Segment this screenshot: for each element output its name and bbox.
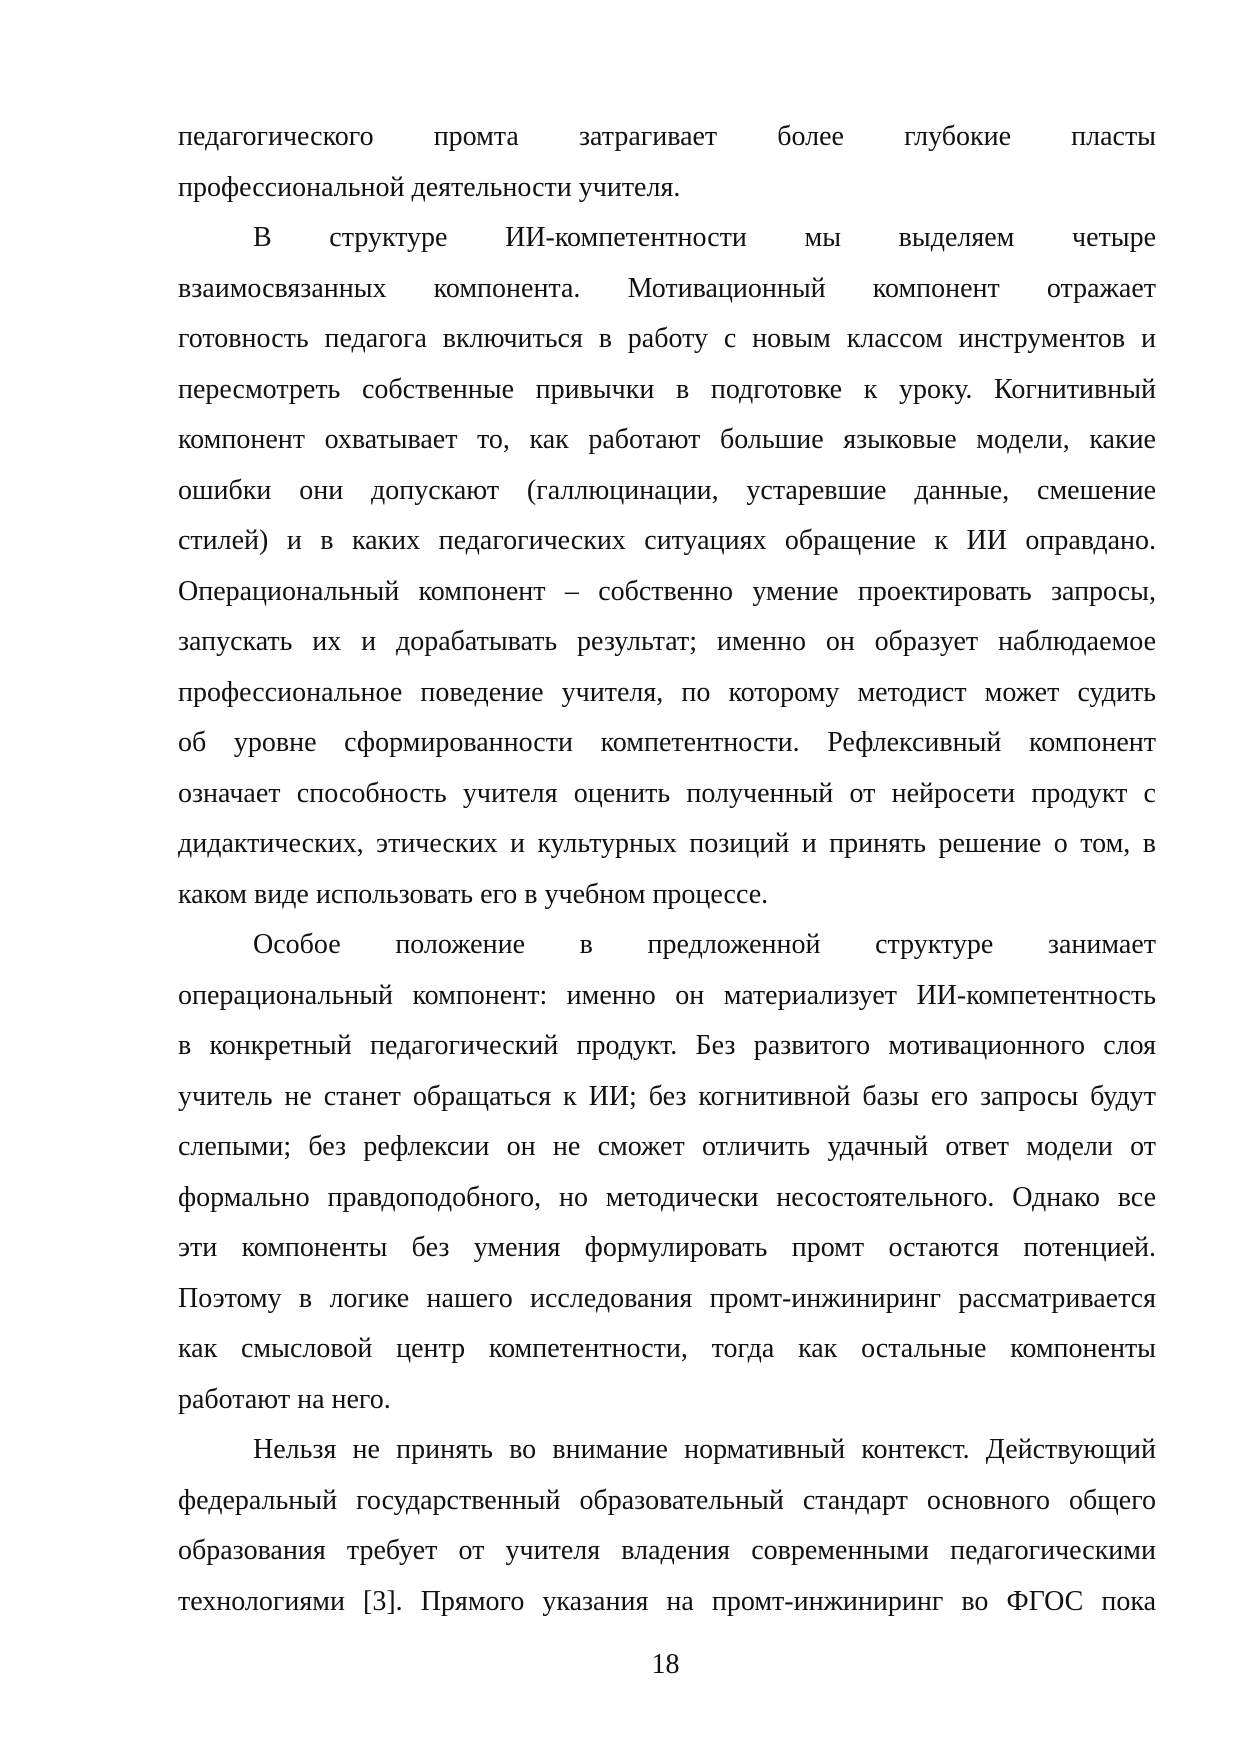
text-line: слепыми; без рефлексии он не сможет отличить удачный ответ модели от	[178, 1131, 1156, 1162]
text-line: стилей) и в каких педагогических ситуациях обращение к ИИ оправдано.	[178, 525, 1156, 556]
paragraph	[178, 213, 1156, 920]
text-line: операциональный компонент: именно он материализует ИИ-компетентность	[178, 979, 1156, 1011]
page-number: 18	[651, 1649, 680, 1680]
text-line: в конкретный педагогический продукт. Без развитого мотивационного слоя	[178, 1030, 1156, 1061]
text-line: образования требует от учителя владения современными педагогическими	[178, 1535, 1156, 1566]
text-line: профессиональное поведение учителя, по которому методист может судить	[178, 676, 1156, 708]
text-line: Поэтому в логике нашего исследования промт-инжиниринг рассматривается	[178, 1282, 1156, 1314]
text-line: эти компоненты без умения формулировать промт остаются потенцией.	[178, 1232, 1156, 1263]
text-line: каком виде использовать его в учебном процессе.	[178, 878, 769, 910]
text-line: федеральный государственный образовательный стандарт основного общего	[178, 1484, 1156, 1516]
text-line: готовность педагога включиться в работу с новым классом инструментов и	[178, 323, 1156, 354]
text-line: компонент охватывает то, как работают большие языковые модели, какие	[178, 424, 1156, 455]
text-line: профессиональной деятельности учителя.	[178, 171, 681, 203]
text-line: означает способность учителя оценить полученный от нейросети продукт с	[178, 777, 1156, 809]
text-line: технологиями [3]. Прямого указания на промт-инжиниринг во ФГОС пока	[178, 1585, 1156, 1617]
text-line: Операциональный компонент – собственно умение проектировать запросы,	[178, 575, 1156, 607]
paragraph	[178, 920, 1156, 1425]
text-line: как смысловой центр компетентности, тогда как остальные компоненты	[178, 1333, 1156, 1364]
paragraph	[178, 1425, 1156, 1627]
text-line: дидактических, этических и культурных позиций и принять решение о том, в	[178, 828, 1156, 859]
text-line: Особое положение в предложенной структуре занимает	[253, 929, 1156, 960]
text-line: работают на него.	[178, 1383, 391, 1415]
text-line: об уровне сформированности компетентности. Рефлексивный компонент	[178, 727, 1156, 758]
text-line: учитель не станет обращаться к ИИ; без когнитивной базы его запросы будут	[178, 1080, 1156, 1112]
text-line: педагогического промта затрагивает более глубокие пласты	[178, 121, 1156, 152]
body-text	[178, 112, 1156, 1627]
text-line: взаимосвязанных компонента. Мотивационный компонент отражает	[178, 272, 1156, 304]
text-line: ошибки они допускают (галлюцинации, устаревшие данные, смешение	[178, 474, 1156, 506]
text-line: запускать их и дорабатывать результат; именно он образует наблюдаемое	[178, 626, 1156, 657]
paragraph	[178, 112, 1156, 213]
text-line: Нельзя не принять во внимание нормативный контекст. Действующий	[253, 1434, 1156, 1465]
text-line: формально правдоподобного, но методически несостоятельного. Однако все	[178, 1181, 1156, 1213]
text-line: пересмотреть собственные привычки в подготовке к уроку. Когнитивный	[178, 373, 1156, 405]
text-line: В структуре ИИ-компетентности мы выделяем четыре	[253, 222, 1156, 253]
